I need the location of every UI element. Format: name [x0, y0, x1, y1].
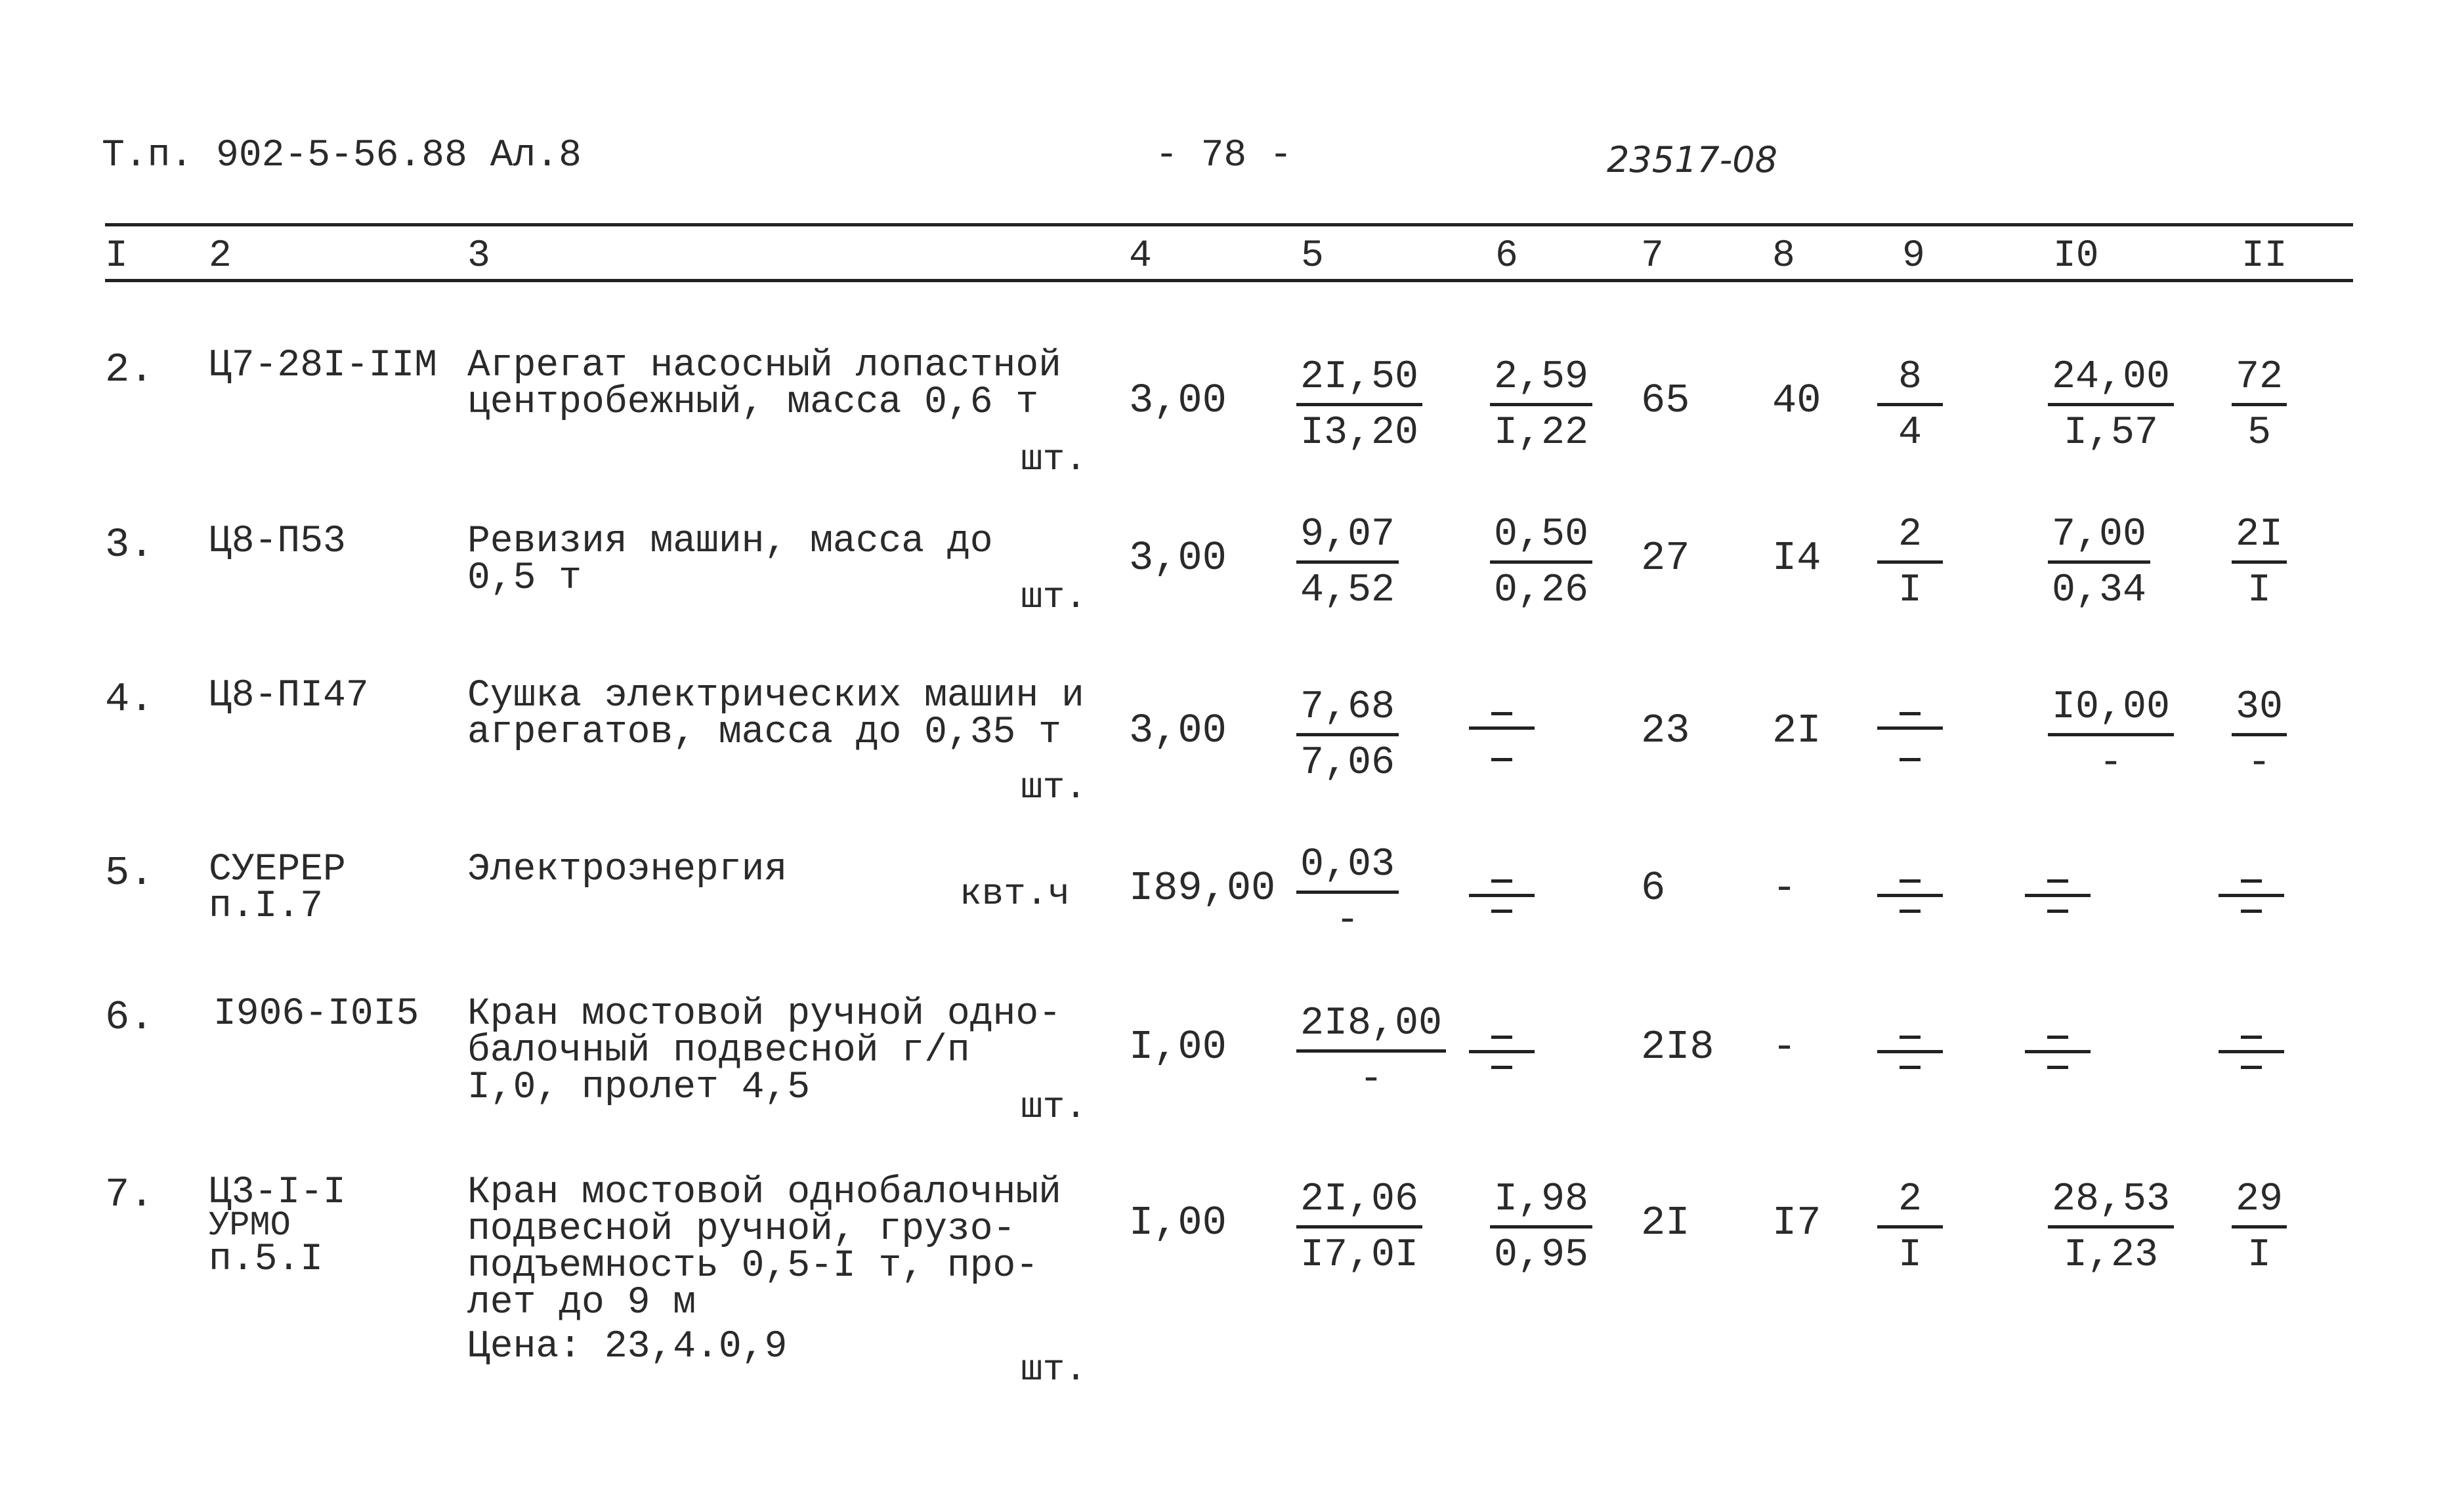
row-col7: 65 — [1641, 377, 1690, 424]
row-description: Ревизия машин, масса до — [467, 520, 993, 563]
row-code: Ц8-П53 — [209, 520, 346, 563]
row-code: Ц7-28I-IIM — [209, 345, 438, 387]
row-col5: $\frac{9,07}{4,52}$ — [1296, 513, 1399, 612]
row-description: центробежный, масса 0,6 т — [467, 381, 1039, 424]
row-col11-dash — [2219, 1036, 2284, 1082]
row-col5: 2I8,00 - — [1296, 1002, 1446, 1101]
row-code: СУЕРЕР — [209, 849, 346, 891]
row-number: 4. — [105, 676, 154, 723]
row-col6: $\frac{2,59}{I,22}$ — [1490, 356, 1592, 455]
row-number: 2. — [105, 346, 154, 393]
row-number: 3. — [105, 522, 154, 568]
col-header-9: 9 — [1902, 235, 1925, 278]
row-code: Ц8-ПI47 — [209, 675, 369, 717]
row-description: подъемность 0,5-I т, про- — [467, 1245, 1039, 1288]
row-quantity: 3,00 — [1129, 377, 1227, 424]
row-number: 7. — [105, 1171, 154, 1218]
row-col8: - — [1772, 1024, 1797, 1070]
row-number: 5. — [105, 850, 154, 896]
row-unit: шт. — [1021, 766, 1087, 808]
row-quantity: I,00 — [1129, 1200, 1227, 1246]
row-price: Цена: 23,4.0,9 — [467, 1326, 788, 1368]
doc-id: Т.п. 902-5-56.88 Ал.8 — [102, 135, 582, 177]
row-col10-dash — [2025, 1036, 2091, 1082]
row-col11: $\frac{2I}{I}$ — [2232, 513, 2287, 612]
row-col5: $\frac{2I,06}{I7,0I}$ — [1296, 1178, 1422, 1277]
row-description: балочный подвесной г/п — [467, 1030, 970, 1072]
row-unit: шт. — [1021, 576, 1087, 618]
row-col5: $\frac{7,68}{7,06}$ — [1296, 686, 1399, 785]
row-description: Сушка электрических машин и — [467, 675, 1084, 717]
row-quantity: I89,00 — [1129, 865, 1276, 912]
row-description: Электроэнергия — [467, 849, 788, 891]
row-col7: 27 — [1641, 535, 1690, 581]
row-col8: 2I — [1772, 707, 1821, 754]
row-col11-dash — [2219, 879, 2284, 925]
row-col11: $\frac{29}{I}$ — [2232, 1178, 2287, 1277]
row-code: Ц3-I-I — [209, 1171, 346, 1214]
col-header-1: I — [105, 235, 128, 278]
row-code: п.5.I — [209, 1238, 324, 1281]
row-col10: $\frac{24,00}{I,57}$ — [2048, 356, 2174, 455]
row-col9: $\frac{8}{4}$ — [1877, 356, 1943, 455]
row-col8: I7 — [1772, 1200, 1821, 1246]
row-col10-dash — [2025, 879, 2091, 925]
row-unit: шт. — [1021, 1086, 1087, 1128]
row-col9-dash — [1877, 879, 1943, 925]
row-description: Кран мостовой однобалочный — [467, 1171, 1061, 1214]
row-quantity: 3,00 — [1129, 707, 1227, 754]
col-header-11: II — [2241, 235, 2287, 278]
row-col11: $\frac{72}{5}$ — [2232, 356, 2287, 455]
row-col5: 0,03 - — [1296, 843, 1399, 942]
row-unit: шт. — [1021, 438, 1087, 480]
col-header-7: 7 — [1641, 235, 1664, 278]
col-header-2: 2 — [209, 235, 232, 278]
row-col8: - — [1772, 865, 1797, 912]
row-col7: 6 — [1641, 865, 1666, 912]
row-col8: I4 — [1772, 535, 1821, 581]
row-unit: шт. — [1021, 1349, 1087, 1391]
page-number: - 78 - — [1155, 135, 1292, 177]
row-col6: $\frac{I,98}{0,95}$ — [1490, 1178, 1592, 1277]
col-header-4: 4 — [1129, 235, 1152, 278]
row-description: Кран мостовой ручной одно- — [467, 993, 1061, 1036]
header-top-rule — [105, 223, 2353, 226]
col-header-8: 8 — [1772, 235, 1795, 278]
row-code: I906-I0I5 — [213, 993, 419, 1036]
row-col9: $\frac{2}{I}$ — [1877, 1178, 1943, 1277]
col-header-6: 6 — [1495, 235, 1518, 278]
row-description: 0,5 т — [467, 557, 582, 600]
row-col6: $\frac{0,50}{0,26}$ — [1490, 513, 1592, 612]
row-col6-dash — [1469, 879, 1535, 925]
col-header-3: 3 — [467, 235, 490, 278]
row-code: УРМО — [209, 1206, 291, 1245]
row-col9: $\frac{2}{I}$ — [1877, 513, 1943, 612]
row-col6-dash — [1469, 712, 1535, 758]
row-col7: 23 — [1641, 707, 1690, 754]
header-bottom-rule — [105, 279, 2353, 282]
row-col5: $\frac{2I,50}{I3,20}$ — [1296, 356, 1422, 455]
row-col7: 2I8 — [1641, 1024, 1714, 1070]
row-description: агрегатов, масса до 0,35 т — [467, 711, 1061, 754]
row-number: 6. — [105, 994, 154, 1041]
row-code: п.I.7 — [209, 885, 324, 928]
row-col10: I0,00 - — [2048, 686, 2174, 785]
row-col6-dash — [1469, 1036, 1535, 1082]
row-description: лет до 9 м — [467, 1282, 696, 1324]
row-col10: $\frac{7,00}{0,34}$ — [2048, 513, 2150, 612]
row-col10: $\frac{28,53}{I,23}$ — [2048, 1178, 2174, 1277]
row-col8: 40 — [1772, 377, 1821, 424]
row-description: Агрегат насосный лопастной — [467, 345, 1061, 387]
row-col9-dash — [1877, 1036, 1943, 1082]
row-col11: 30 - — [2232, 686, 2287, 785]
row-description: I,0, пролет 4,5 — [467, 1066, 811, 1109]
doc-stamp: 23517-08 — [1607, 139, 1777, 180]
col-header-10: I0 — [2053, 235, 2099, 278]
row-quantity: I,00 — [1129, 1024, 1227, 1070]
row-unit: квт.ч — [960, 873, 1071, 915]
row-col9-dash — [1877, 712, 1943, 758]
row-description: подвесной ручной, грузо- — [467, 1208, 1016, 1251]
col-header-5: 5 — [1301, 235, 1324, 278]
row-col7: 2I — [1641, 1200, 1690, 1246]
row-quantity: 3,00 — [1129, 535, 1227, 581]
